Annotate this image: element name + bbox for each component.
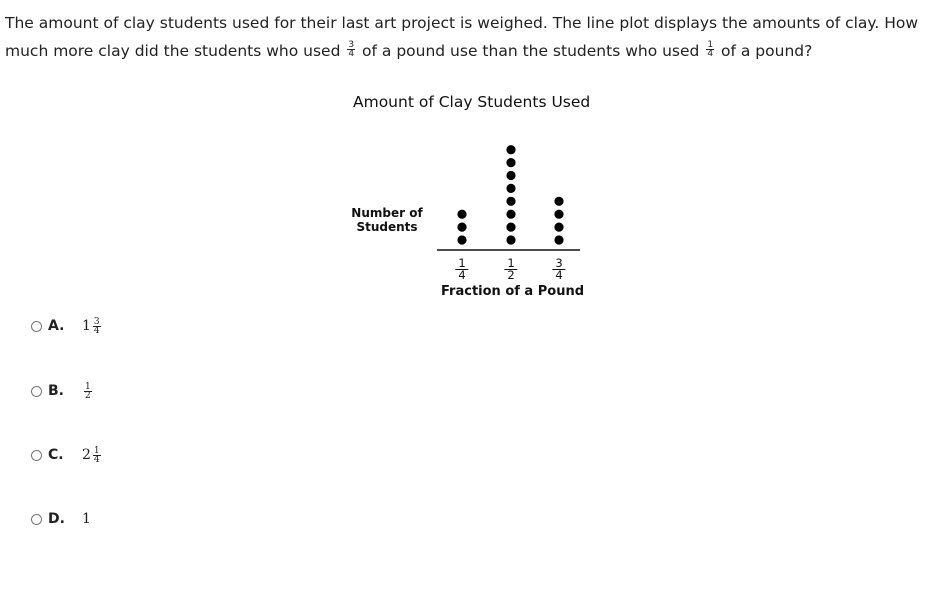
dot-1-2-5 [506,184,515,193]
dots-layer [457,145,563,245]
answer-option-b[interactable] [31,381,94,401]
option-fraction [93,318,101,335]
dot-1-4-2 [457,223,466,232]
dot-1-4-3 [457,210,466,219]
tick-numerator: 3 [552,258,565,270]
question-part2: of a pound use than the students who used [362,42,700,60]
option-letter: D. [48,511,65,527]
option-value [82,318,103,335]
answer-option-d[interactable] [31,509,91,529]
option-fraction [93,447,101,464]
tick-numerator: 1 [504,258,517,270]
option-letter: A. [48,318,65,334]
option-letter: C. [48,447,64,463]
dot-1-4-1 [457,235,466,244]
dot-1-2-2 [506,223,515,232]
tick-denominator: 4 [458,268,466,282]
x-tick-label-1-4 [455,258,468,281]
option-value [82,383,94,400]
question-fraction-one-quarter: $\frac{1}{4}$ [707,40,714,59]
answer-option-c[interactable] [31,445,103,465]
dot-3-4-4 [554,197,563,206]
y-axis-label: Number of Students [351,206,423,234]
dot-1-2-6 [506,171,515,180]
option-whole-number: 1 [82,318,91,334]
question-fraction-three-quarters: $\frac{3}{4}$ [348,40,355,59]
question-text [5,9,933,65]
chart-title: Amount of Clay Students Used [353,93,591,111]
x-tick-label-1-2 [504,258,517,281]
radio-button[interactable] [31,450,42,461]
question-part1: The amount of clay students used for their last art project is weighed. The line plot displays the amounts of clay. How much more clay did the students who used [5,14,919,60]
option-value [82,447,103,464]
question-part3: of a pound? [721,42,813,60]
x-axis-label: Fraction of a Pound [441,284,585,299]
option-letter: B. [48,383,64,399]
answer-option-a[interactable] [31,316,103,336]
dot-3-4-1 [554,235,563,244]
dot-1-2-1 [506,235,515,244]
radio-button[interactable] [31,514,42,525]
dot-1-2-3 [506,210,515,219]
dot-1-2-7 [506,158,515,167]
option-denominator: 2 [85,390,91,401]
option-numerator: 3 [93,316,100,327]
x-tick-label-3-4 [552,258,565,281]
option-denominator: 4 [93,325,100,336]
radio-button[interactable] [31,386,42,397]
dot-1-2-4 [506,197,515,206]
option-numerator: 1 [85,381,91,392]
dot-1-2-8 [506,145,515,154]
option-value [82,511,91,527]
option-denominator: 4 [93,454,100,465]
option-fraction [84,383,92,400]
tick-denominator: 4 [555,268,563,282]
tick-denominator: 2 [507,268,515,282]
option-numerator: 1 [93,445,100,456]
radio-button[interactable] [31,321,42,332]
dot-3-4-2 [554,223,563,232]
dot-3-4-3 [554,210,563,219]
option-whole-number: 1 [82,511,91,527]
tick-numerator: 1 [455,258,468,270]
option-whole-number: 2 [82,447,91,463]
